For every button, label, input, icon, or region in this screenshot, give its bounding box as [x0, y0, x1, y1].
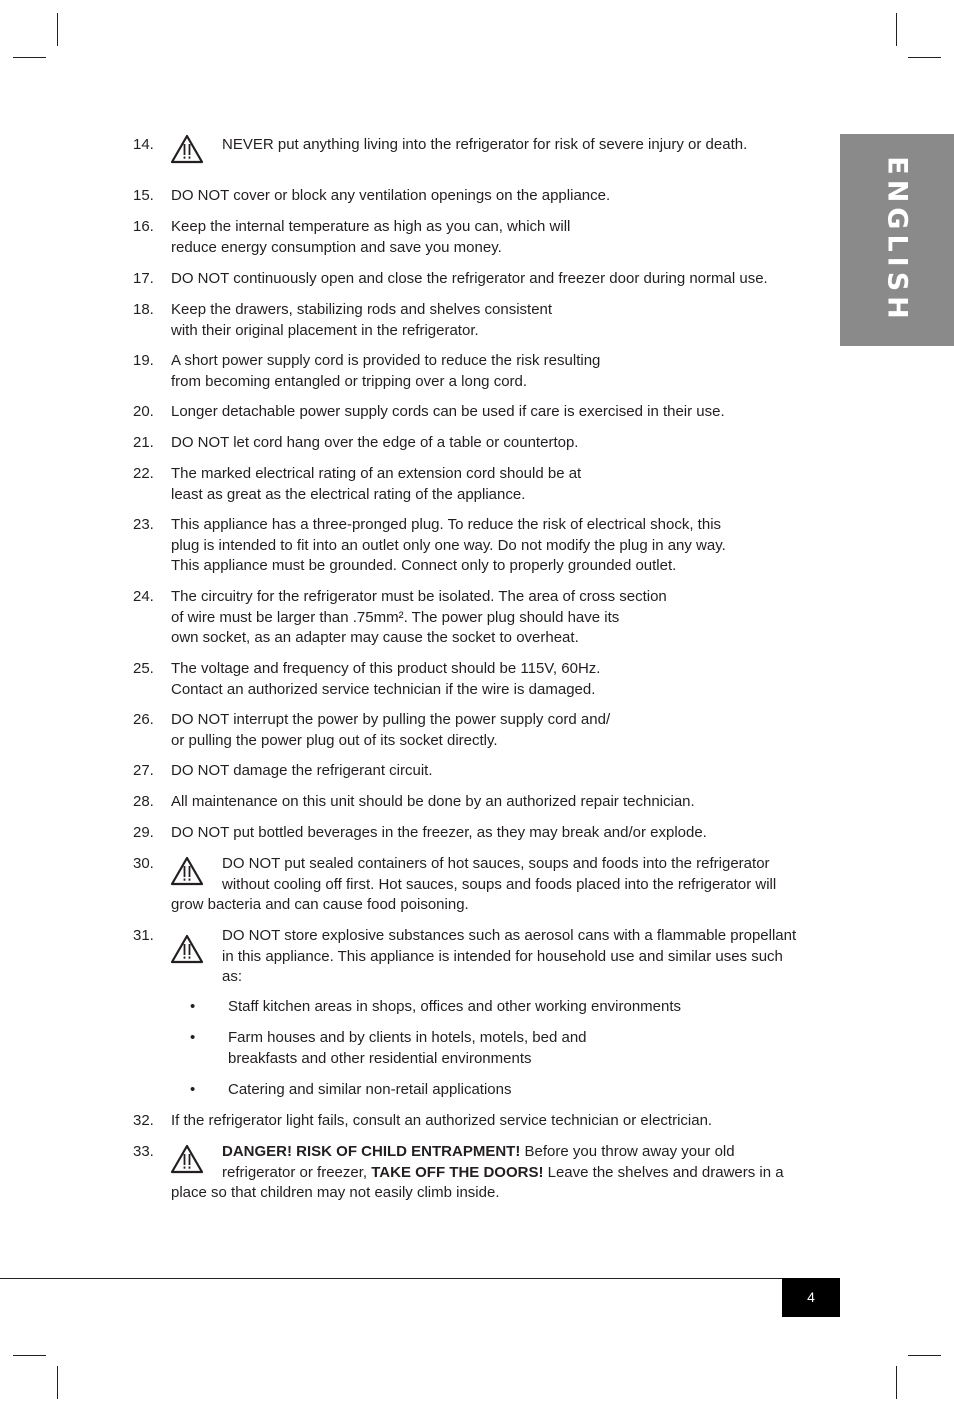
item-text: The circuitry for the refrigerator must be isolated. The area of cross section of wire must be larger than .75mm². The power plug should have its own socket, as an adapter may cause the socket to overheat.	[171, 588, 667, 646]
item-text: DANGER! RISK OF CHILD ENTRAPMENT! Before you throw away your old refrigerator or freezer, TAKE OFF THE DOORS! Leave the shelves and drawers in a	[222, 1143, 784, 1181]
crop-mark	[908, 1355, 941, 1356]
item-number: 25.	[133, 660, 154, 677]
item-text: Keep the internal temperature as high as you can, which will reduce energy consumption and save you money.	[171, 218, 571, 256]
item-number: 26.	[133, 711, 154, 728]
warning-triangle-icon	[170, 933, 204, 965]
item-number: 32.	[133, 1112, 154, 1129]
item-text: DO NOT interrupt the power by pulling the power supply cord and/ or pulling the power plug out of its socket directly.	[171, 711, 611, 749]
doors-warning: TAKE OFF THE DOORS!	[371, 1163, 544, 1181]
item-text: DO NOT store explosive substances such as aerosol cans with a flammable propellant in this appliance. This appliance is intended for household use and similar uses such as:	[222, 927, 797, 985]
item-number: 18.	[133, 301, 154, 318]
item-text: If the refrigerator light fails, consult an authorized service technician or electrician.	[171, 1112, 713, 1129]
footer-rule	[0, 1278, 840, 1279]
item-text: DO NOT put sealed containers of hot sauces, soups and foods into the refrigerator without cooling off first. Hot sauces, soups and foods placed into the refrigerator will	[222, 855, 777, 893]
item-text: DO NOT let cord hang over the edge of a table or countertop.	[171, 434, 579, 451]
item-number: 30.	[133, 855, 154, 872]
warning-triangle-icon	[170, 855, 204, 887]
item-number: 14.	[133, 136, 154, 153]
item-number: 24.	[133, 588, 154, 605]
bullet-icon: •	[190, 1029, 196, 1046]
item-text: NEVER put anything living into the refrigerator for risk of severe injury or death.	[222, 136, 748, 153]
item-number: 15.	[133, 187, 154, 204]
crop-mark	[57, 13, 58, 46]
language-tab-label: ENGLISH	[881, 156, 913, 324]
item-number: 31.	[133, 927, 154, 944]
item-text: A short power supply cord is provided to reduce the risk resulting from becoming entangled or tripping over a long cord.	[171, 352, 601, 390]
item-number: 22.	[133, 465, 154, 482]
item-text: All maintenance on this unit should be done by an authorized repair technician.	[171, 793, 695, 810]
language-tab	[840, 134, 954, 346]
item-number: 19.	[133, 352, 154, 369]
item-number: 16.	[133, 218, 154, 235]
item-text: DO NOT damage the refrigerant circuit.	[171, 762, 433, 779]
crop-mark	[13, 57, 46, 58]
warning-triangle-icon	[170, 133, 204, 165]
item-text: Keep the drawers, stabilizing rods and shelves consistent with their original placement in the refrigerator.	[171, 301, 553, 339]
danger-heading: DANGER! RISK OF CHILD ENTRAPMENT!	[222, 1143, 521, 1160]
item-text: DO NOT continuously open and close the refrigerator and freezer door during normal use.	[171, 270, 768, 287]
item-text: DO NOT cover or block any ventilation openings on the appliance.	[171, 187, 611, 204]
bullet-icon: •	[190, 998, 196, 1015]
warning-triangle-icon	[170, 1143, 204, 1175]
item-number: 17.	[133, 270, 154, 287]
item-text: Longer detachable power supply cords can be used if care is exercised in their use.	[171, 403, 725, 420]
item-number: 27.	[133, 762, 154, 779]
page-number: 4	[782, 1278, 840, 1317]
item-number: 20.	[133, 403, 154, 420]
item-text: The voltage and frequency of this product should be 115V, 60Hz. Contact an authorized service technician if the wire is damaged.	[171, 660, 601, 698]
item-number: 23.	[133, 516, 154, 533]
crop-mark	[896, 13, 897, 46]
bullet-text: Staff kitchen areas in shops, offices and other working environments	[228, 998, 682, 1015]
item-text: This appliance has a three-pronged plug. To reduce the risk of electrical shock, this plug is intended to fit into an outlet only one way. Do not modify the plug in any way. This appliance must be grounded. Connect only to properly grounded outlet.	[171, 516, 726, 574]
item-text-continuation: place so that children may not easily climb inside.	[171, 1184, 500, 1201]
bullet-icon: •	[190, 1081, 196, 1098]
item-number: 29.	[133, 824, 154, 841]
item-number: 33.	[133, 1143, 154, 1160]
item-text: DO NOT put bottled beverages in the freezer, as they may break and/or explode.	[171, 824, 707, 841]
crop-mark	[908, 57, 941, 58]
crop-mark	[13, 1355, 46, 1356]
crop-mark	[57, 1366, 58, 1399]
bullet-text: Catering and similar non-retail applications	[228, 1081, 512, 1098]
item-text: The marked electrical rating of an extension cord should be at least as great as the electrical rating of the appliance.	[171, 465, 582, 503]
crop-mark	[896, 1366, 897, 1399]
item-text-continuation: grow bacteria and can cause food poisoning.	[171, 896, 469, 913]
item-number: 28.	[133, 793, 154, 810]
item-number: 21.	[133, 434, 154, 451]
bullet-text: Farm houses and by clients in hotels, motels, bed and breakfasts and other residential environments	[228, 1029, 587, 1067]
